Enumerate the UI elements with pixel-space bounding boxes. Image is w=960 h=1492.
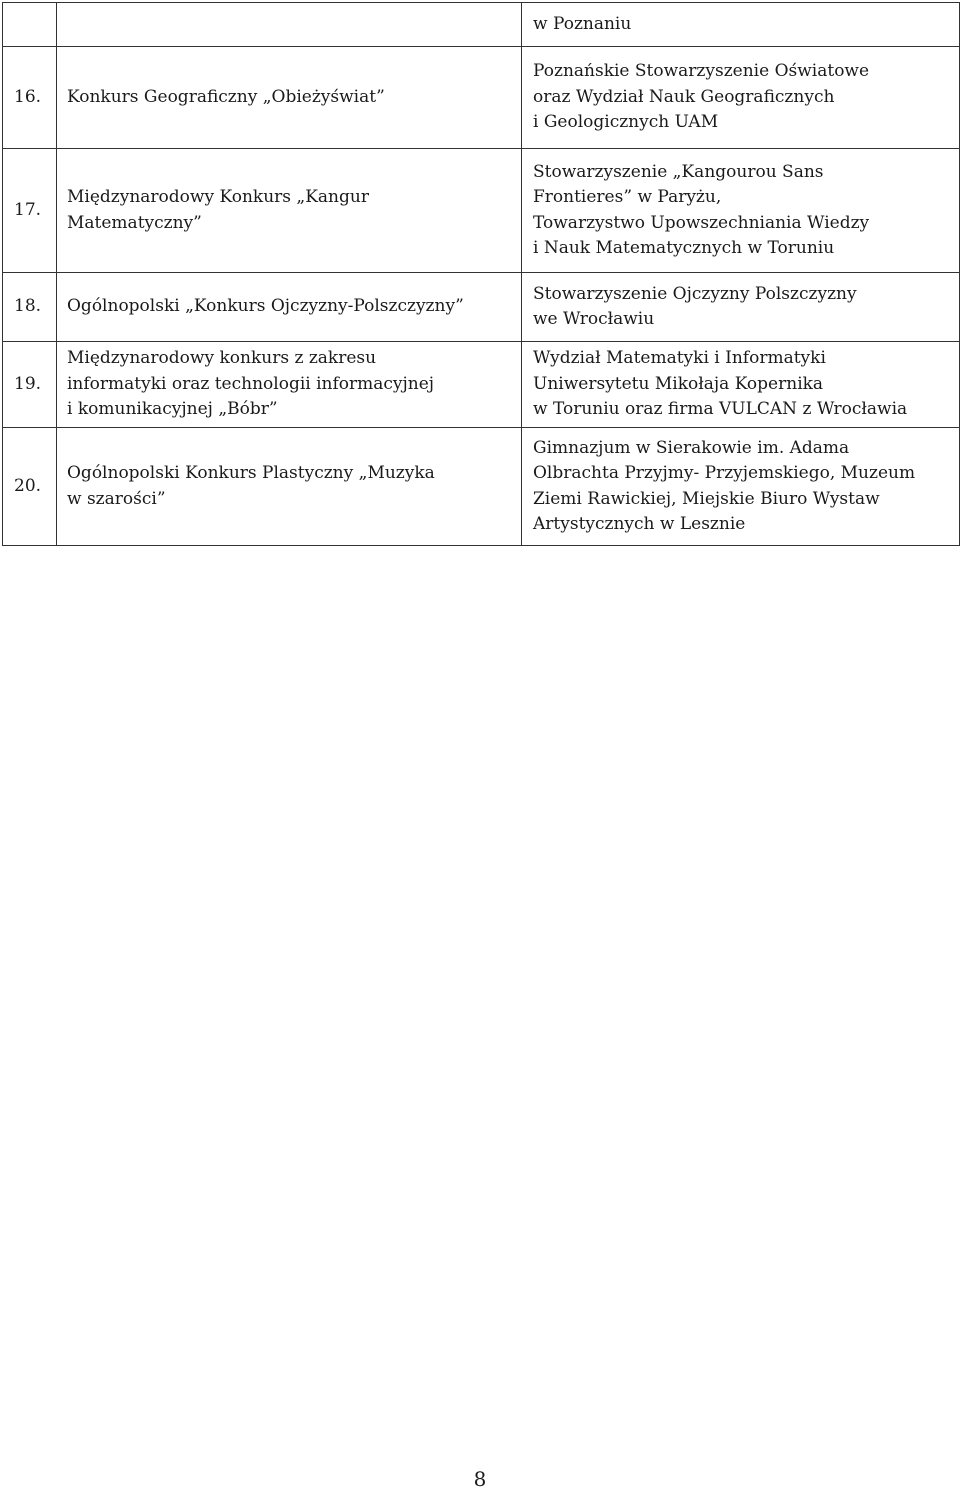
row-number: 16. bbox=[3, 47, 57, 149]
organizer-line: oraz Wydział Nauk Geograficznych bbox=[533, 86, 835, 107]
contest-name-line: Ogólnopolski „Konkurs Ojczyzny-Polszczyzny” bbox=[67, 296, 464, 317]
row-number bbox=[3, 3, 57, 47]
table-row bbox=[3, 149, 960, 273]
contest-name-line: Matematyczny” bbox=[67, 212, 202, 233]
contest-name-line: Konkurs Geograficzny „Obieżyświat” bbox=[67, 86, 385, 107]
organizer-line: Poznańskie Stowarzyszenie Oświatowe bbox=[533, 61, 870, 82]
contest-name-line: Międzynarodowy Konkurs „Kangur bbox=[67, 187, 369, 207]
organizer bbox=[522, 149, 960, 273]
contest-name bbox=[57, 428, 522, 546]
table-row bbox=[3, 342, 960, 428]
table-row bbox=[3, 428, 960, 546]
contest-name bbox=[57, 273, 522, 342]
row-number: 19. bbox=[3, 342, 57, 428]
organizer-line: Uniwersytetu Mikołaja Kopernika bbox=[533, 373, 824, 394]
organizer-line: Gimnazjum w Sierakowie im. Adama bbox=[533, 437, 850, 458]
organizer-line: i Nauk Matematycznych w Toruniu bbox=[533, 238, 835, 258]
row-number: 20. bbox=[3, 428, 57, 546]
organizer-line: Wydział Matematyki i Informatyki bbox=[533, 348, 826, 369]
organizer-line: Towarzystwo Upowszechniania Wiedzy bbox=[533, 212, 870, 233]
table-row bbox=[3, 3, 960, 47]
organizer bbox=[522, 342, 960, 428]
row-number: 18. bbox=[3, 273, 57, 342]
table-row bbox=[3, 273, 960, 342]
organizer bbox=[522, 273, 960, 342]
table-row bbox=[3, 47, 960, 149]
contest-name bbox=[57, 3, 522, 47]
organizer-line: Artystycznych w Lesznie bbox=[533, 514, 746, 534]
organizer-line: Olbrachta Przyjmy- Przyjemskiego, Muzeum bbox=[533, 463, 916, 483]
contest-name-line: Ogólnopolski Konkurs Plastyczny „Muzyka bbox=[67, 463, 435, 483]
organizer-line: Stowarzyszenie „Kangourou Sans bbox=[533, 161, 824, 182]
organizer-line: i Geologicznych UAM bbox=[533, 112, 719, 133]
organizer-line: Stowarzyszenie Ojczyzny Polszczyzny bbox=[533, 283, 857, 304]
organizer-line: Frontieres” w Paryżu, bbox=[533, 187, 722, 207]
organizer-line: we Wrocławiu bbox=[533, 309, 655, 329]
contest-name-line: w szarości” bbox=[67, 488, 166, 509]
organizer bbox=[522, 3, 960, 47]
page-number: 8 bbox=[473, 1467, 487, 1491]
contest-name bbox=[57, 342, 522, 428]
contest-name bbox=[57, 47, 522, 149]
contest-table bbox=[2, 2, 960, 546]
contest-name-line: i komunikacyjnej „Bóbr” bbox=[67, 399, 278, 420]
organizer bbox=[522, 47, 960, 149]
organizer-line: Ziemi Rawickiej, Miejskie Biuro Wystaw bbox=[533, 488, 880, 509]
contest-name bbox=[57, 149, 522, 273]
organizer bbox=[522, 428, 960, 546]
row-number: 17. bbox=[3, 149, 57, 273]
organizer-line: w Toruniu oraz firma VULCAN z Wrocławia bbox=[533, 399, 908, 420]
organizer-line: w Poznaniu bbox=[533, 13, 632, 34]
contest-name-line: Międzynarodowy konkurs z zakresu bbox=[67, 348, 377, 369]
contest-name-line: informatyki oraz technologii informacyjnej bbox=[67, 373, 435, 394]
